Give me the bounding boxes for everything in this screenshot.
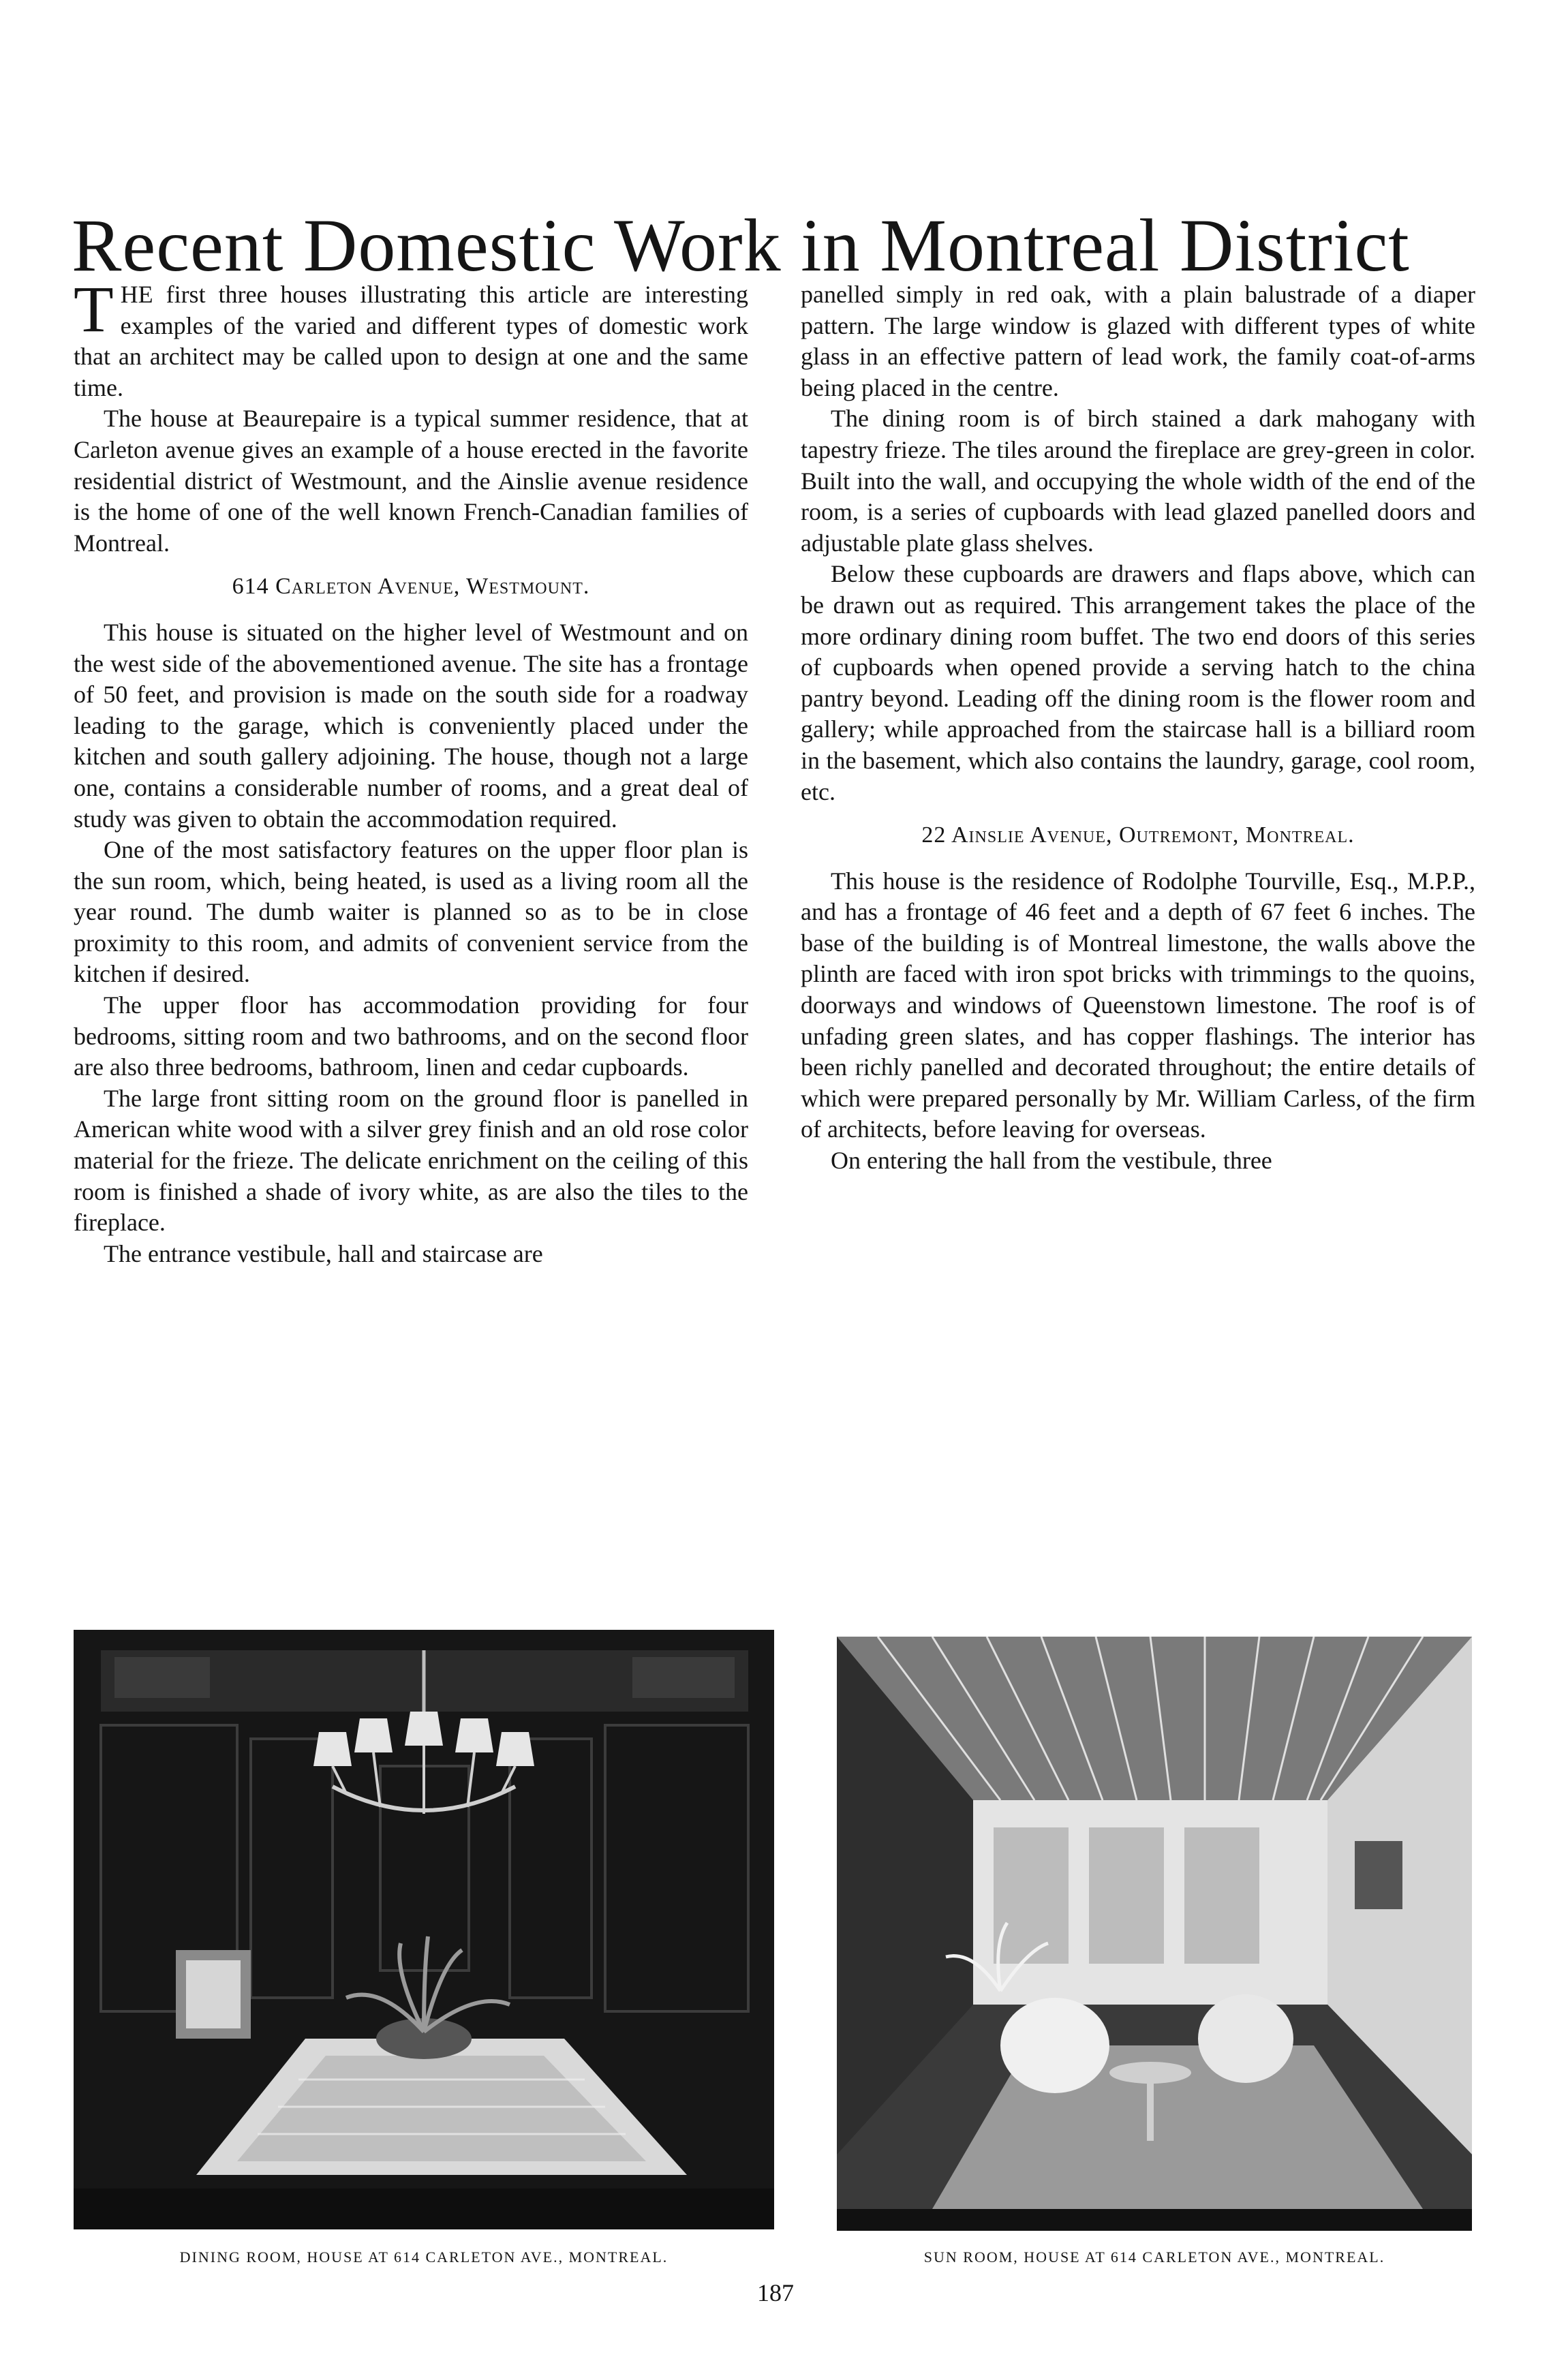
right-column: [801, 279, 1475, 1177]
paragraph: The entrance vestibule, hall and staircase are: [104, 1239, 543, 1267]
figure-caption: SUN ROOM, HOUSE AT 614 CARLETON AVE., MONTREAL.: [923, 2248, 1385, 2266]
left-column: [74, 273, 748, 1269]
paragraph: The dining room is of birch stained a dark mahogany with tapestry frieze. The tiles around the fireplace are grey-green in color. Built into the wall, and occupying the whole width of the end of the room, is a series of cupboards with lead glazed panelled doors and adjustable plate glass shelves.: [801, 405, 1475, 557]
paragraph: On entering the hall from the vestibule, three: [831, 1147, 1272, 1175]
figure-caption: DINING ROOM, HOUSE AT 614 CARLETON AVE., MONTREAL.: [179, 2248, 669, 2266]
paragraph: This house is the residence of Rodolphe Tourville, Esq., M.P.P., and has a frontage of 46 feet and a depth of 67 feet 6 inches. The base of the building is of Montreal limestone, the walls above the plinth are faced with iron spot bricks with trimmings to the quoins, doorways and windows of Queenstown limestone. The roof is of unfading green slates, and has copper flashings. The interior has been richly panelled and decorated throughout; the entire details of which were prepared personally by Mr. William Carless, of the firm of architects, before leaving for overseas.: [801, 867, 1475, 1143]
dining-room-photo: [74, 1630, 774, 2229]
paragraph: The large front sitting room on the ground floor is panelled in American white wood with a silver grey finish and an old rose color material for the frieze. The delicate enrichment on the ceiling of this room is finished a shade of ivory white, as are also the tiles to the fireplace.: [74, 1084, 748, 1237]
dining-room-illustration: [74, 1630, 774, 2229]
article-title: Recent Domestic Work in Montreal District: [72, 204, 1410, 287]
paragraph: panelled simply in red oak, with a plain balustrade of a diaper pattern. The large window is glazed with different types of white glass in an effective pattern of lead work, the family coat-of-arms being placed in the centre.: [801, 281, 1475, 401]
paragraph-text: HE first three houses illustrating this article are interesting examples of the varied and different types of domestic work that an architect may be called upon to design at one and the same time.: [74, 281, 748, 401]
dropcap: T: [74, 273, 114, 345]
section-heading: 22 Ainslie Avenue, Outremont, Montreal.: [921, 822, 1355, 848]
paragraph: This house is situated on the higher level of Westmount and on the west side of the abovementioned avenue. The site has a frontage of 50 feet, and provision is made on the south side for a roadway leading to the garage, which is conveniently placed under the kitchen and south gallery adjoining. The house, though not a large one, contains a considerable number of rooms, and a great deal of study was given to obtain the accommodation required.: [74, 618, 748, 833]
sun-room-photo: [837, 1637, 1472, 2231]
paragraph: Below these cupboards are drawers and flaps above, which can be drawn out as required. This arrangement takes the place of the more ordinary dining room buffet. The two end doors of this series of cupboards when opened provide a serving hatch to the china pantry beyond. Leading off the dining room is the flower room and gallery; while approached from the staircase hall is a billiard room in the basement, which also contains the laundry, garage, cool room, etc.: [801, 560, 1475, 805]
page-number: 187: [757, 2279, 794, 2306]
section-heading: 614 Carleton Avenue, Westmount.: [232, 574, 590, 600]
paragraph: The upper floor has accommodation providing for four bedrooms, sitting room and two bathrooms, and on the second floor are also three bedrooms, bathroom, linen and cedar cupboards.: [74, 991, 748, 1081]
paragraph: One of the most satisfactory features on the upper floor plan is the sun room, which, being heated, is used as a living room all the year round. The dumb waiter is planned so as to be in close proximity to this room, and admits of convenient service from the kitchen if desired.: [74, 836, 748, 988]
sun-room-illustration: [837, 1637, 1472, 2231]
paragraph: The house at Beaurepaire is a typical summer residence, that at Carleton avenue gives an example of a house erected in the favorite residential district of Westmount, and the Ainslie avenue residence is the home of one of the well known French-Canadian families of Montreal.: [74, 405, 748, 557]
paragraph: [74, 273, 748, 403]
